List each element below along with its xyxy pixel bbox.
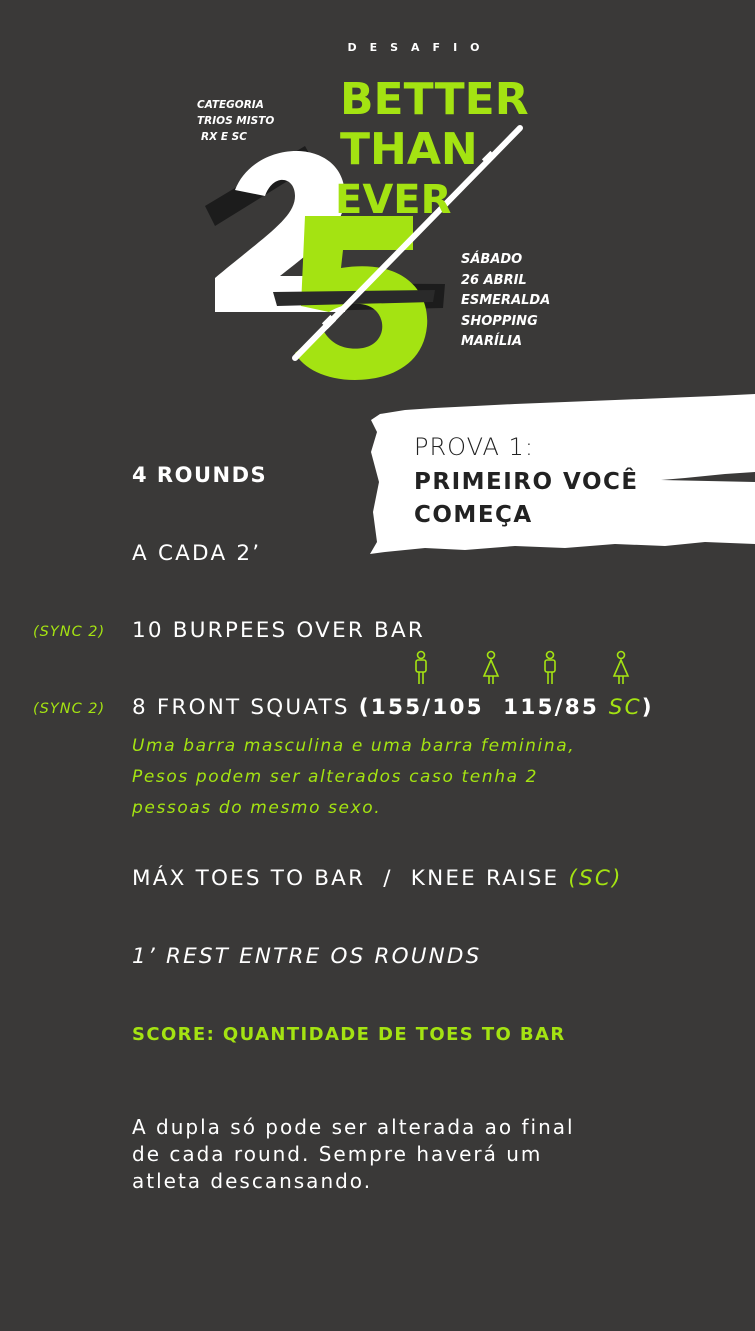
burpees-line: 10 BURPEES OVER BAR	[132, 618, 426, 643]
sc-tag: SC	[608, 695, 642, 720]
prova-name-line: PRIMEIRO VOCÊ	[414, 469, 639, 495]
athlete-icons	[410, 650, 635, 688]
sync-label: (SYNC 2)	[33, 701, 106, 717]
score-line: SCORE: QUANTIDADE DE TOES TO BAR	[132, 1024, 566, 1045]
footer-note	[132, 1114, 692, 1195]
prova-label: PROVA 1:	[414, 433, 534, 461]
event-line: ESMERALDA	[461, 293, 551, 308]
note-line: Pesos podem ser alterados caso tenha 2	[132, 767, 539, 787]
event-line: 26 ABRIL	[461, 272, 527, 288]
paren-close: )	[641, 695, 654, 720]
weight-note	[132, 731, 575, 824]
toes-line	[132, 866, 623, 891]
female-icon	[484, 652, 498, 685]
footer-line: A dupla só pode ser alterada ao final	[132, 1115, 575, 1139]
footer-line: de cada round. Sempre haverá um	[132, 1142, 543, 1166]
rest-line: 1’ REST ENTRE OS ROUNDS	[132, 944, 482, 969]
paren-open: (	[358, 695, 371, 720]
event-line: MARÍLIA	[461, 334, 523, 349]
category-line: TRIOS MISTO	[197, 115, 275, 127]
logo-line: EVER	[335, 177, 452, 223]
category-line: CATEGORIA	[197, 99, 264, 111]
toes-text: MÁX TOES TO BAR / KNEE RAISE	[132, 866, 569, 891]
female-icon	[614, 652, 628, 685]
sc-tag: (SC)	[568, 866, 623, 891]
event-line: SÁBADO	[461, 252, 523, 267]
squats-text: 8 FRONT SQUATS	[132, 695, 359, 720]
squats-weights: 155/105 115/85	[370, 695, 609, 720]
event-line: SHOPPING	[461, 313, 538, 329]
rounds-label: 4 ROUNDS	[132, 463, 268, 487]
desafio-label: DESAFIO	[347, 41, 493, 54]
male-icon	[416, 652, 426, 685]
prova-name	[414, 466, 639, 532]
event-info	[461, 250, 550, 353]
logo-line: THAN	[340, 124, 478, 175]
squats-line	[132, 695, 654, 720]
category-line: RX E SC	[201, 131, 247, 143]
interval-label: A CADA 2’	[132, 541, 262, 566]
logo-line: BETTER	[340, 74, 529, 125]
footer-line: atleta descansando.	[132, 1169, 373, 1193]
prova-name-line: COMEÇA	[414, 502, 533, 528]
note-line: Uma barra masculina e uma barra feminina,	[132, 736, 576, 756]
male-icon	[545, 652, 555, 685]
note-line: pessoas do mesmo sexo.	[132, 798, 382, 818]
sync-label: (SYNC 2)	[33, 624, 106, 640]
